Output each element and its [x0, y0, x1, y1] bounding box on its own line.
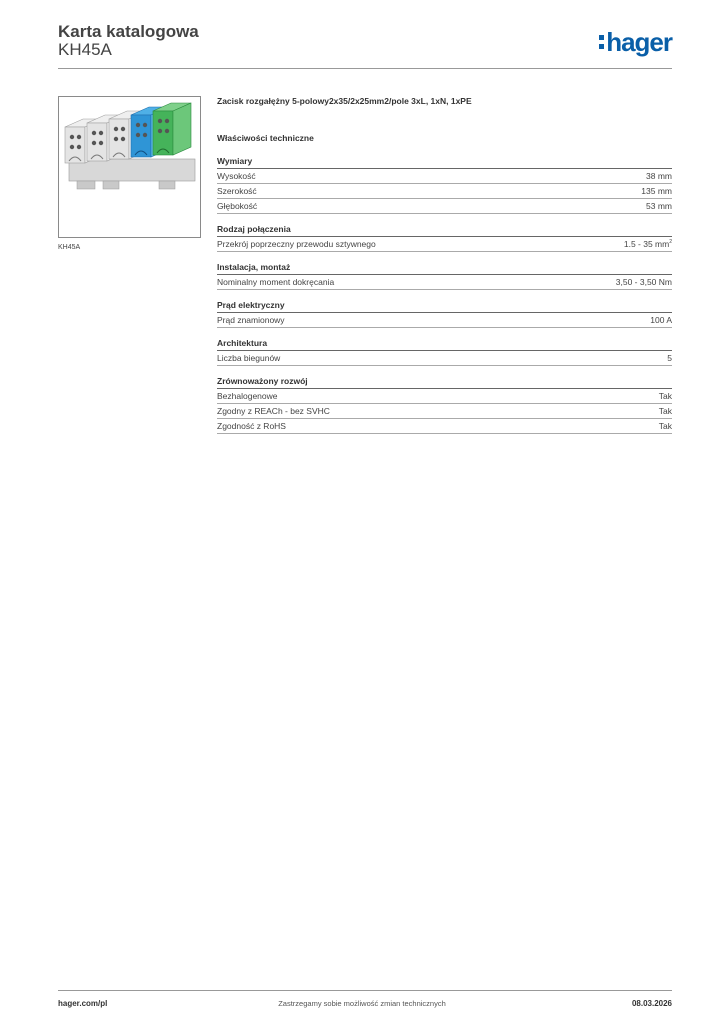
page-title: Karta katalogowa — [58, 22, 199, 41]
group-title: Zrównoważony rozwój — [217, 376, 672, 389]
spec-value: 3,50 - 3,50 Nm — [615, 277, 672, 287]
logo-dots-icon — [599, 35, 604, 49]
spec-value-text: 1.5 - 35 mm — [623, 239, 670, 249]
spec-label: Głębokość — [217, 201, 258, 211]
spec-value: 53 mm — [646, 201, 672, 211]
spec-label: Przekrój poprzeczny przewodu sztywnego — [217, 239, 376, 249]
spec-value: Tak — [658, 406, 672, 416]
spec-label: Nominalny moment dokręcania — [217, 277, 335, 287]
terminal-block-illustration — [59, 97, 200, 237]
footer-date: 08.03.2026 — [631, 999, 672, 1008]
product-code: KH45A — [58, 40, 112, 59]
group-title: Architektura — [217, 338, 672, 351]
spec-label: Zgodność z RoHS — [217, 421, 286, 431]
hager-logo — [599, 28, 672, 56]
spec-row — [217, 313, 672, 328]
spec-value: Tak — [658, 421, 672, 431]
image-caption: KH45A — [58, 244, 81, 251]
group-title: Rodzaj połączenia — [217, 224, 672, 237]
spec-label: Szerokość — [217, 186, 257, 196]
spec-row — [217, 404, 672, 419]
product-image — [58, 96, 201, 238]
product-description: Zacisk rozgałężny 5-polowy2x35/2x25mm2/pole 3xL, 1xN, 1xPE — [217, 96, 472, 106]
spec-value: 135 mm — [641, 186, 672, 196]
logo-text: hager — [606, 27, 672, 57]
spec-row — [217, 275, 672, 290]
group-current — [217, 300, 672, 328]
group-dimensions — [217, 156, 672, 214]
group-title: Instalacja, montaż — [217, 262, 672, 275]
footer-website: hager.com/pl — [58, 999, 108, 1008]
spec-row — [217, 237, 672, 252]
spec-value: 100 A — [650, 315, 672, 325]
spec-row — [217, 389, 672, 404]
group-architecture — [217, 338, 672, 366]
spec-label: Wysokość — [217, 171, 256, 181]
group-title: Prąd elektryczny — [217, 300, 672, 313]
spec-row — [217, 199, 672, 214]
header-divider — [58, 68, 672, 69]
spec-value: 5 — [667, 353, 672, 363]
footer-notice: Zastrzegamy sobie możliwość zmian technicznych — [278, 999, 446, 1008]
spec-value: Tak — [658, 391, 672, 401]
spec-row — [217, 351, 672, 366]
spec-value-superscript: 2 — [669, 239, 672, 246]
properties-heading: Właściwości techniczne — [217, 133, 314, 143]
group-title: Wymiary — [217, 156, 672, 169]
footer-divider — [58, 990, 672, 991]
group-connection — [217, 224, 672, 252]
spec-content — [217, 96, 672, 444]
spec-value: 38 mm — [646, 171, 672, 181]
group-sustainability — [217, 376, 672, 434]
spec-label: Liczba biegunów — [217, 353, 281, 363]
spec-row — [217, 169, 672, 184]
spec-label: Prąd znamionowy — [217, 315, 285, 325]
spec-label: Zgodny z REACh - bez SVHC — [217, 406, 330, 416]
spec-row — [217, 419, 672, 434]
spec-value — [624, 237, 672, 251]
spec-row — [217, 184, 672, 199]
group-installation — [217, 262, 672, 290]
spec-label: Bezhalogenowe — [217, 391, 278, 401]
